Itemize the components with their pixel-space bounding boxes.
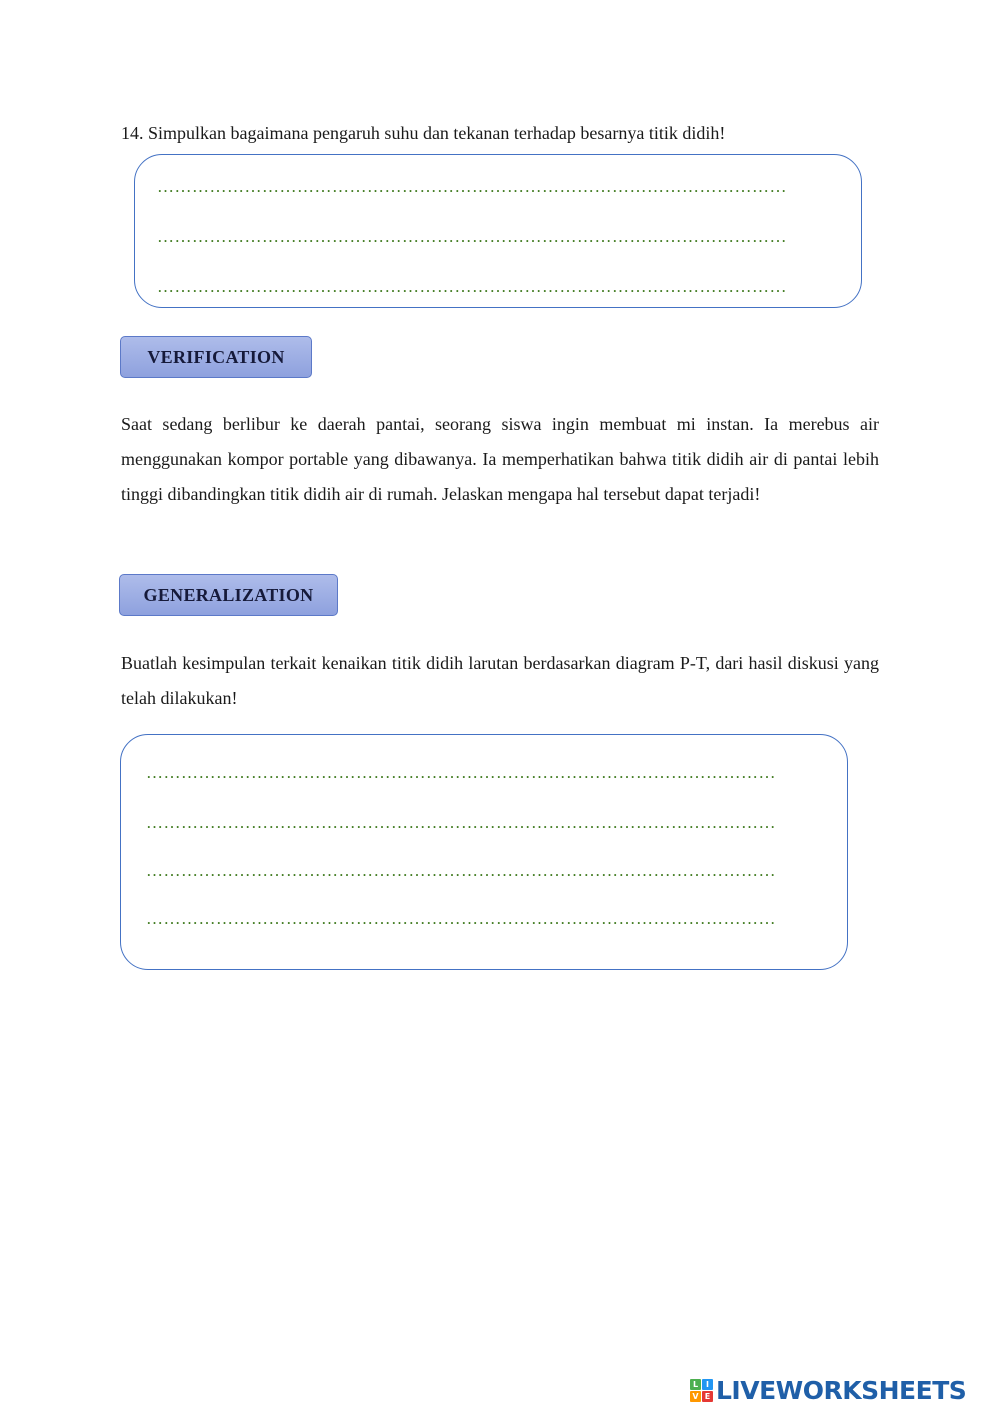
liveworksheets-logo-text: LIVEWORKSHEETS xyxy=(716,1375,967,1405)
logo-letter: V xyxy=(690,1391,701,1402)
liveworksheets-logo-icon xyxy=(690,1379,713,1402)
verification-label: VERIFICATION xyxy=(120,336,312,378)
answer-dotted-line[interactable]: ……………………………………………………………………………………………… xyxy=(146,909,776,928)
answer-dotted-line[interactable]: ……………………………………………………………………………………………… xyxy=(146,813,776,832)
answer-box-generalization[interactable] xyxy=(120,734,848,970)
verification-paragraph: Saat sedang berlibur ke daerah pantai, seorang siswa ingin membuat mi instan. Ia merebus air menggunakan kompor portable yang dibawanya. Ia memperhatikan bahwa titik didih air di pantai lebih tinggi dibandingkan titik didih air di rumah. Jelaskan mengapa hal tersebut dapat terjadi! xyxy=(121,414,879,504)
generalization-label: GENERALIZATION xyxy=(119,574,338,616)
generalization-paragraph: Buatlah kesimpulan terkait kenaikan titik didih larutan berdasarkan diagram P-T, dari hasil diskusi yang telah dilakukan! xyxy=(121,653,879,708)
answer-box-question-14[interactable] xyxy=(134,154,862,308)
question-14-text: 14. Simpulkan bagaimana pengaruh suhu dan tekanan terhadap besarnya titik didih! xyxy=(121,123,726,143)
answer-dotted-line[interactable]: ……………………………………………………………………………………………… xyxy=(146,763,776,782)
logo-letter: I xyxy=(702,1379,713,1390)
logo-letter: L xyxy=(690,1379,701,1390)
answer-dotted-line[interactable]: ……………………………………………………………………………………………… xyxy=(157,227,787,246)
answer-dotted-line[interactable]: ……………………………………………………………………………………………… xyxy=(157,277,787,296)
logo-letter: E xyxy=(702,1391,713,1402)
answer-dotted-line[interactable]: ……………………………………………………………………………………………… xyxy=(146,861,776,880)
liveworksheets-logo xyxy=(690,1372,966,1408)
answer-dotted-line[interactable]: ……………………………………………………………………………………………… xyxy=(157,177,787,196)
